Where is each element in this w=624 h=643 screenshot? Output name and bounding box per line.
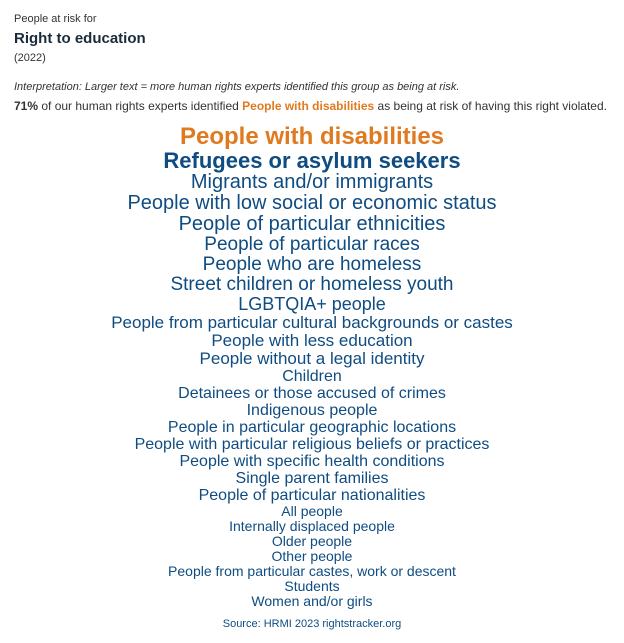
word-item: People with disabilities <box>179 123 445 150</box>
chart-header <box>14 12 616 114</box>
word-item: People in particular geographic locations <box>167 419 457 436</box>
word-item: All people <box>281 503 343 519</box>
word-item: Students <box>284 578 340 594</box>
word-item: Older people <box>271 533 353 549</box>
summary-percent: 71% <box>14 99 39 113</box>
word-item: Refugees or asylum seekers <box>163 148 461 173</box>
word-item: Street children or homeless youth <box>170 274 454 295</box>
word-item: People of particular nationalities <box>198 487 426 504</box>
summary-end: as being at risk of having this right violated. <box>374 99 607 113</box>
word-item: People with less education <box>211 331 413 350</box>
word-item: Indigenous people <box>246 402 378 419</box>
word-item: LGBTQIA+ people <box>238 294 386 314</box>
word-item: People who are homeless <box>202 254 422 275</box>
word-item: Internally displaced people <box>229 518 395 534</box>
word-cloud <box>0 124 624 609</box>
word-item: People from particular cultural backgrounds or castes <box>111 313 513 332</box>
source-note: Source: HRMI 2023 rightstracker.org <box>222 618 402 630</box>
word-item: People of particular ethnicities <box>178 213 446 235</box>
summary-highlight-group: People with disabilities <box>242 99 375 113</box>
word-item: People of particular races <box>204 234 420 255</box>
word-item: People without a legal identity <box>199 349 425 368</box>
word-item: Women and/or girls <box>251 593 373 609</box>
word-item: People with low social or economic status <box>127 192 497 214</box>
summary-middle: of our human rights experts identified <box>38 99 243 113</box>
summary-sentence <box>14 98 616 114</box>
chart-title: Right to education <box>14 30 146 47</box>
chart-year: (2022) <box>14 52 46 64</box>
chart-kicker: People at risk for <box>14 13 97 25</box>
word-item: People with specific health conditions <box>179 453 445 470</box>
word-item: People with particular religious beliefs or practices <box>134 436 490 453</box>
word-item: Other people <box>271 548 353 564</box>
interpretation-note: Interpretation: Larger text = more human rights experts identified this group as being at risk. <box>14 81 460 93</box>
word-item: Detainees or those accused of crimes <box>178 385 446 402</box>
word-item: Single parent families <box>235 470 389 487</box>
word-item: Children <box>282 368 342 385</box>
word-item: People from particular castes, work or descent <box>168 563 456 579</box>
word-item: Migrants and/or immigrants <box>190 171 434 193</box>
